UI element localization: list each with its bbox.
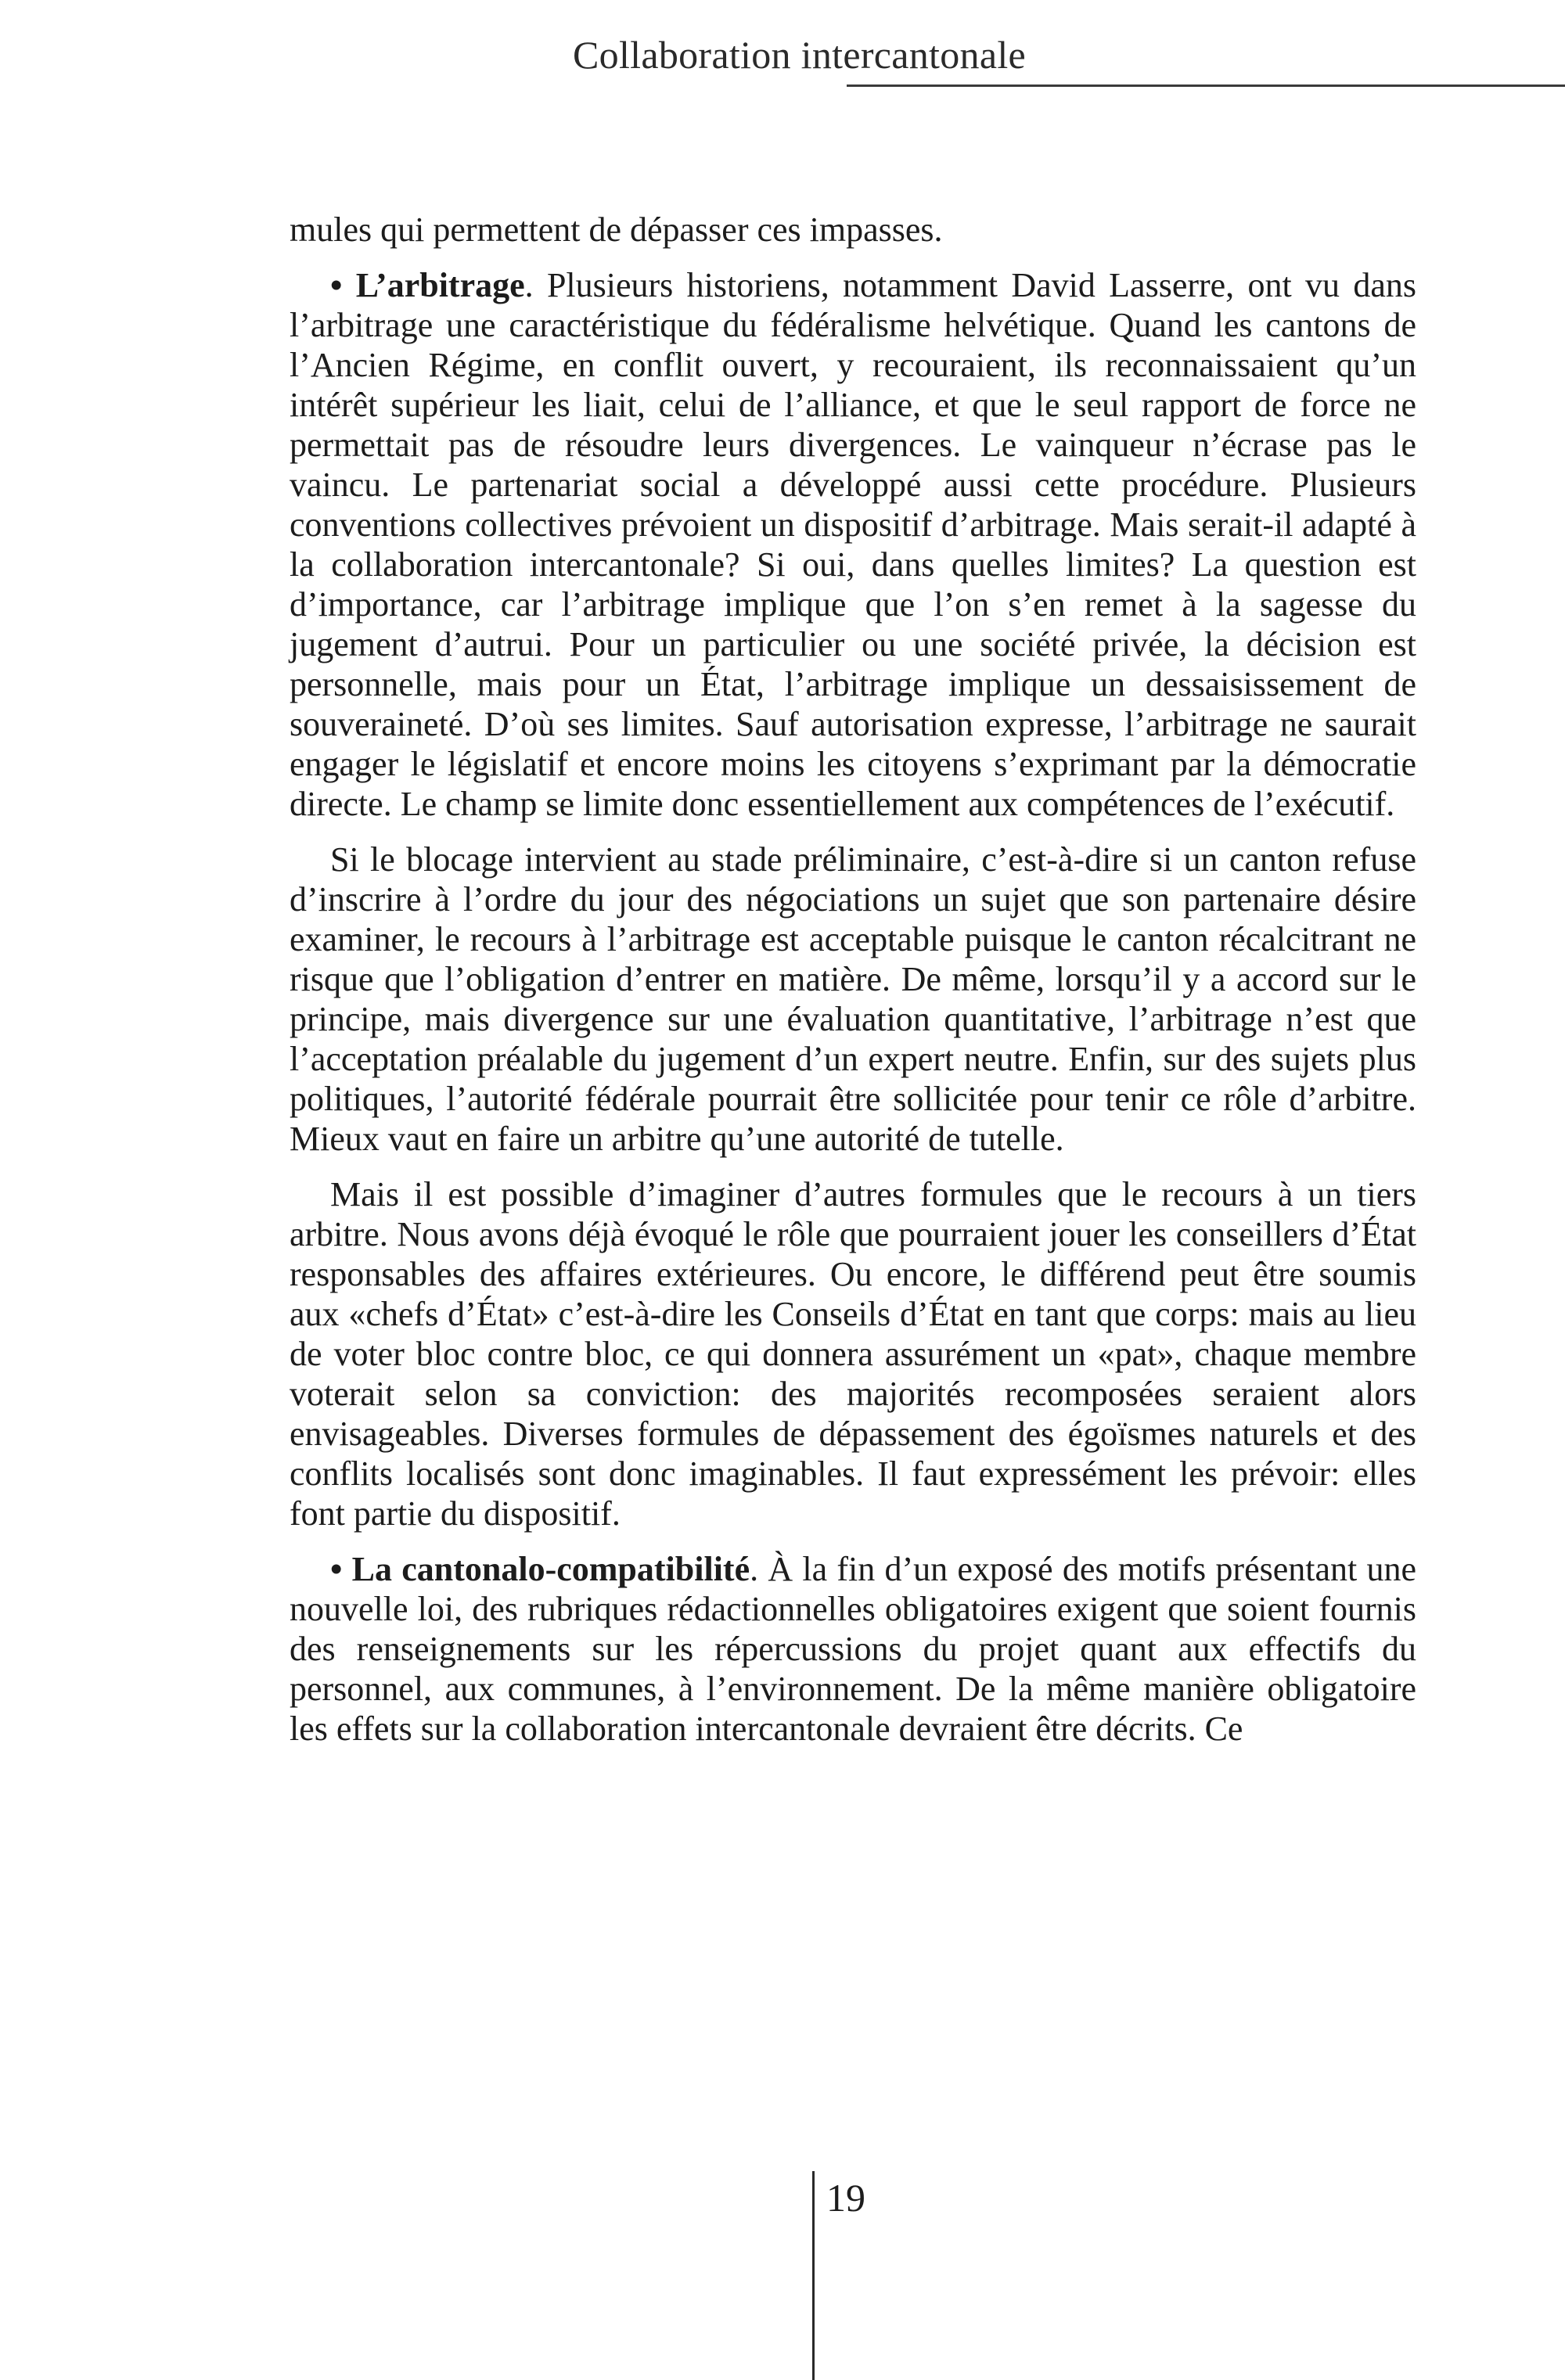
paragraph-cantonalo-compatibilite [290, 1549, 1416, 1749]
paragraph-continuation: mules qui permettent de dépasser ces impasses. [290, 210, 943, 249]
lead-term-cantonalo-compatibilite: La cantonalo-compatibilité [351, 1550, 750, 1588]
bullet-icon: • [330, 266, 343, 304]
body-text [290, 210, 1416, 1764]
lead-term-arbitrage: L’arbitrage [355, 266, 525, 304]
page-number: 19 [826, 2176, 865, 2220]
footer-rule [812, 2171, 815, 2380]
running-head [0, 0, 1565, 94]
paragraph-cantonalo-compatibilite-text: . À la fin d’un exposé des motifs présentant une nouvelle loi, des rubriques rédactionnelles obligatoires exigent que soient fournis des renseignements sur les répercussions du projet quant aux effectifs du personnel, aux communes, à l’environnement. De la même manière obligatoire les effets sur la collaboration intercantonale devraient être décrits. Ce [290, 1550, 1417, 1748]
paragraph-arbitrage-text: . Plusieurs historiens, notamment David Lasserre, ont vu dans l’arbitrage une caractéristique du fédéralisme helvétique. Quand les cantons de l’Ancien Régime, en conflit ouvert, y recouraient, ils reconnaissaient qu’un intérêt supérieur les liait, celui de l’alliance, et que le seul rapport de force ne permettait pas de résoudre leurs divergences. Le vainqueur n’écrase pas le vaincu. Le partenariat social a développé aussi cette procédure. Plusieurs conventions collectives prévoient un dispositif d’arbitrage. Mais serait-il adapté à la collaboration intercantonale? Si oui, dans quelles limites? La question est d’importance, car l’arbitrage implique que l’on s’en remet à la sagesse du jugement d’autrui. Pour un particulier ou une société privée, la décision est personnelle, mais pour un État, l’arbitrage implique un dessaisissement de souveraineté. D’où ses limites. Sauf autorisation expresse, l’arbitrage ne saurait engager le législatif et encore moins les citoyens s’exprimant par la démocratie directe. Le champ se limite donc essentiellement aux compétences de l’exécutif. [290, 266, 1417, 823]
paragraph-formules: Mais il est possible d’imaginer d’autres formules que le recours à un tiers arbitre. Nous avons déjà évoqué le rôle que pourraient jouer les conseillers d’État responsables des affaires extérieures. Ou encore, le différend peut être soumis aux «chefs d’État» c’est-à-dire les Conseils d’État en tant que corps: mais au lieu de voter bloc contre bloc, ce qui donnera assurément un «pat», chaque membre voterait selon sa conviction: des majorités recomposées seraient alors envisageables. Diverses formules de dépassement des égoïsmes naturels et des conflits localisés sont donc imaginables. Il faut expressément les prévoir: elles font partie du dispositif. [290, 1175, 1416, 1533]
running-head-title: Collaboration intercantonale [573, 33, 1027, 77]
bullet-icon: • [330, 1550, 343, 1588]
paragraph-arbitrage [290, 265, 1416, 824]
running-head-rule [847, 84, 1565, 87]
page-footer [782, 2171, 1096, 2380]
paragraph-blocage: Si le blocage intervient au stade préliminaire, c’est-à-dire si un canton refuse d’inscrire à l’ordre du jour des négociations un sujet que son partenaire désire examiner, le recours à l’arbitrage est acceptable puisque le canton récalcitrant ne risque que l’obligation d’entrer en matière. De même, lorsqu’il y a accord sur le principe, mais divergence sur une évaluation quantitative, l’arbitrage n’est que l’acceptation préalable du jugement d’un expert neutre. Enfin, sur des sujets plus politiques, l’autorité fédérale pourrait être sollicitée pour tenir ce rôle d’arbitre. Mieux vaut en faire un arbitre qu’une autorité de tutelle. [290, 840, 1416, 1158]
